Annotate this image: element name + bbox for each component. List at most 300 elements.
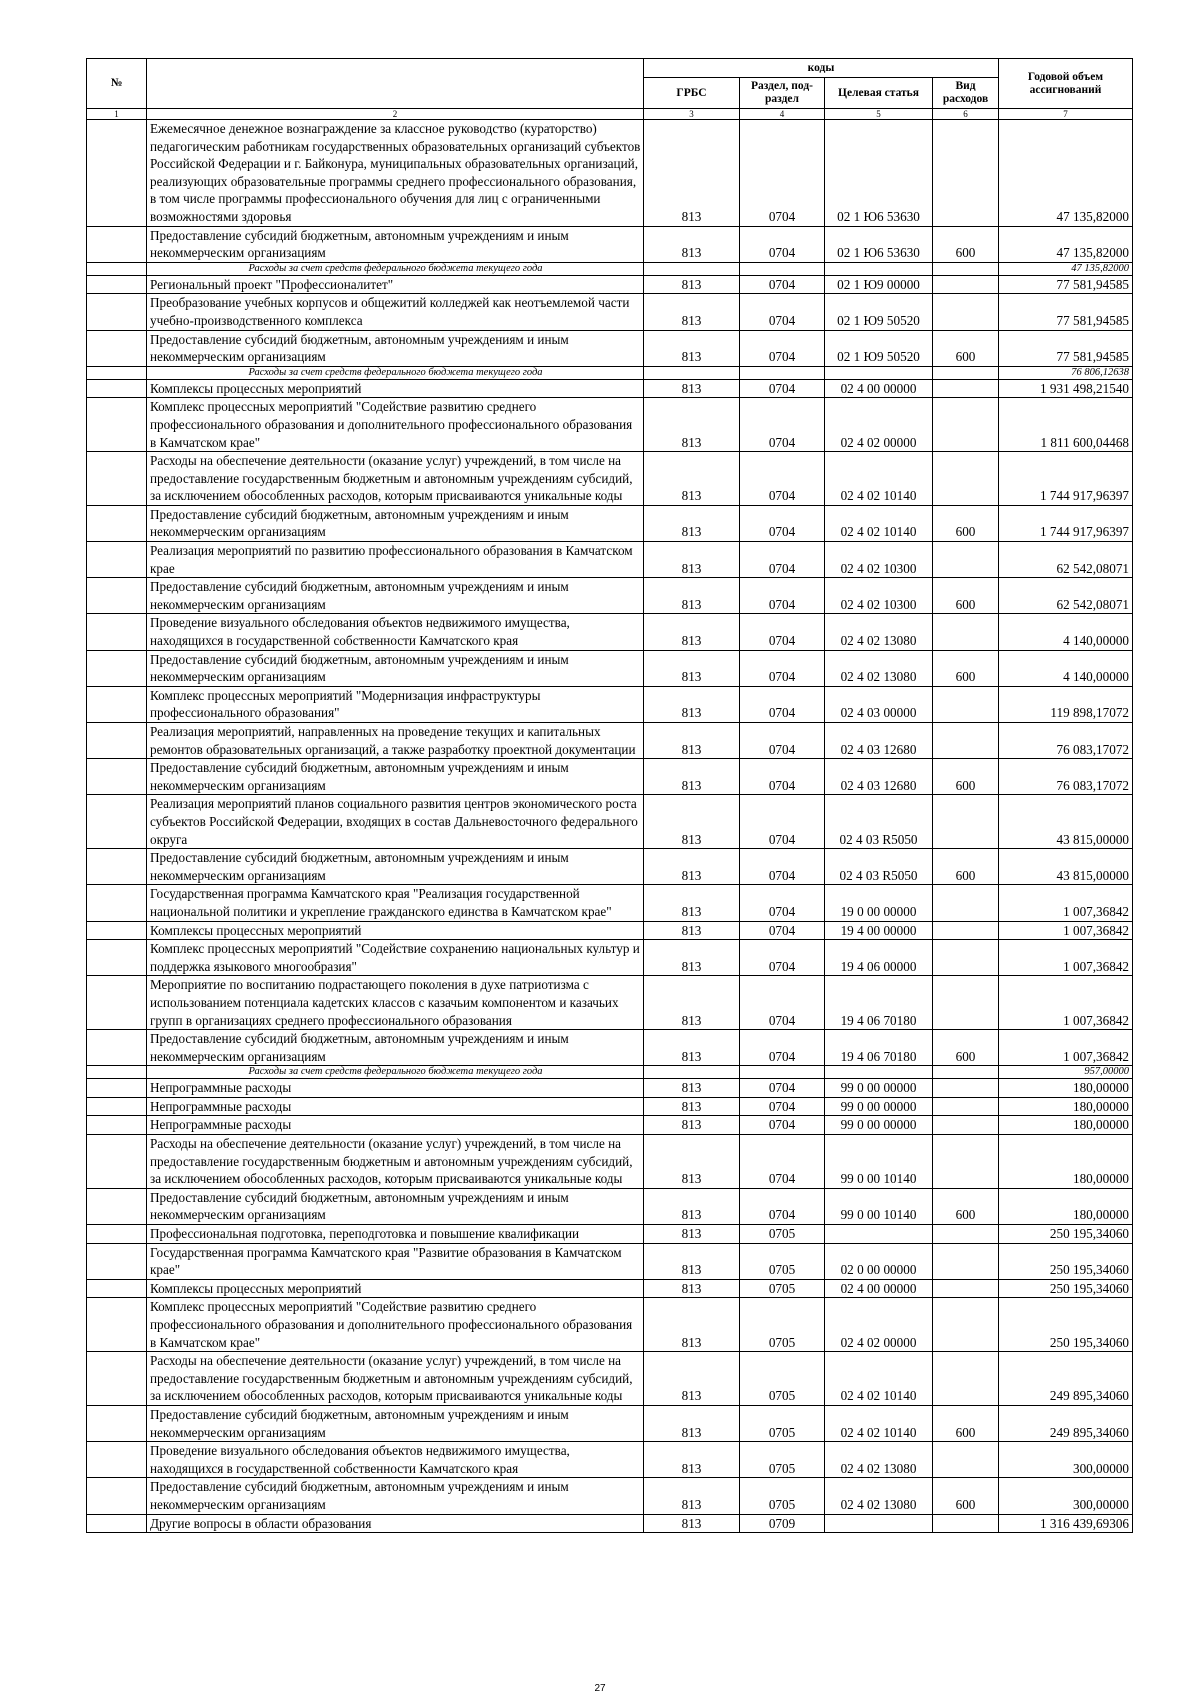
table-row: [87, 120, 1133, 227]
cell-name: Расходы за счет средств федерального бюджета текущего года: [147, 1066, 644, 1079]
cell-grbs: 813: [644, 849, 740, 885]
col-number-7: 7: [999, 109, 1133, 120]
cell-name: Реализация мероприятий по развитию профессионального образования в Камчатском крае: [147, 542, 644, 578]
table-row: [87, 452, 1133, 506]
cell-sum: 300,00000: [999, 1442, 1133, 1478]
cell-name: Комплекс процессных мероприятий "Содействие развитию среднего профессионального образования и дополнительного профессионального образования в Камчатском крае": [147, 398, 644, 452]
table-row: [87, 1352, 1133, 1406]
cell-name: Реализация мероприятий планов социального развития центров экономического роста субъектов Российской Федерации, входящих в состав Дальневосточного федерального округа: [147, 795, 644, 849]
cell-num: [87, 1442, 147, 1478]
federal-note-row: [87, 1066, 1133, 1079]
cell-sum: 1 007,36842: [999, 921, 1133, 940]
cell-name: Государственная программа Камчатского края "Развитие образования в Камчатском крае": [147, 1243, 644, 1279]
cell-sum: 300,00000: [999, 1478, 1133, 1514]
cell-num: [87, 686, 147, 722]
cell-grbs: 813: [644, 1243, 740, 1279]
cell-sum: 43 815,00000: [999, 849, 1133, 885]
cell-vid: [933, 542, 999, 578]
cell-num: [87, 1097, 147, 1116]
cell-num: [87, 1135, 147, 1189]
cell-name: Проведение визуального обследования объектов недвижимого имущества, находящихся в государственной собственности Камчатского края: [147, 614, 644, 650]
cell-sum: 47 135,82000: [999, 262, 1133, 275]
cell-grbs: 813: [644, 976, 740, 1030]
cell-razdel: 0704: [740, 650, 825, 686]
cell-vid: [933, 294, 999, 330]
cell-razdel: 0704: [740, 1030, 825, 1066]
cell-sum: 77 581,94585: [999, 294, 1133, 330]
cell-sum: 76 806,12638: [999, 366, 1133, 379]
cell-name: Другие вопросы в области образования: [147, 1514, 644, 1533]
table-row: [87, 849, 1133, 885]
cell-razdel: 0704: [740, 1135, 825, 1189]
cell-tsel: 02 0 00 00000: [825, 1243, 933, 1279]
cell-num: [87, 542, 147, 578]
table-row: [87, 294, 1133, 330]
cell-grbs: 813: [644, 226, 740, 262]
cell-tsel: 99 0 00 10140: [825, 1135, 933, 1189]
cell-vid: 600: [933, 1188, 999, 1224]
cell-grbs: 813: [644, 1225, 740, 1244]
cell-name: Расходы за счет средств федерального бюджета текущего года: [147, 366, 644, 379]
cell-sum: 250 195,34060: [999, 1279, 1133, 1298]
table-row: [87, 614, 1133, 650]
cell-razdel: 0704: [740, 1188, 825, 1224]
cell-sum: 1 744 917,96397: [999, 452, 1133, 506]
cell-vid: [933, 686, 999, 722]
table-row: [87, 398, 1133, 452]
cell-grbs: 813: [644, 398, 740, 452]
cell-tsel: [825, 1066, 933, 1079]
cell-tsel: 99 0 00 00000: [825, 1097, 933, 1116]
cell-razdel: 0704: [740, 120, 825, 227]
cell-tsel: 02 4 03 R5050: [825, 849, 933, 885]
cell-vid: [933, 1225, 999, 1244]
table-row: [87, 1079, 1133, 1098]
col-number-5: 5: [825, 109, 933, 120]
cell-name: Профессиональная подготовка, переподготовка и повышение квалификации: [147, 1225, 644, 1244]
cell-sum: 1 744 917,96397: [999, 505, 1133, 541]
table-row: [87, 795, 1133, 849]
cell-vid: [933, 1298, 999, 1352]
cell-grbs: 813: [644, 921, 740, 940]
cell-vid: [933, 452, 999, 506]
cell-vid: [933, 976, 999, 1030]
cell-grbs: 813: [644, 294, 740, 330]
cell-name: Предоставление субсидий бюджетным, автономным учреждениям и иным некоммерческим организациям: [147, 1478, 644, 1514]
cell-sum: 119 898,17072: [999, 686, 1133, 722]
cell-tsel: [825, 1225, 933, 1244]
cell-grbs: 813: [644, 1030, 740, 1066]
cell-num: [87, 262, 147, 275]
cell-vid: [933, 1514, 999, 1533]
cell-razdel: 0704: [740, 226, 825, 262]
cell-tsel: 02 4 02 13080: [825, 1442, 933, 1478]
table-row: [87, 940, 1133, 976]
cell-num: [87, 366, 147, 379]
cell-grbs: 813: [644, 542, 740, 578]
cell-num: [87, 976, 147, 1030]
cell-razdel: 0705: [740, 1442, 825, 1478]
cell-vid: [933, 1135, 999, 1189]
cell-name: Непрограммные расходы: [147, 1079, 644, 1098]
cell-sum: 47 135,82000: [999, 226, 1133, 262]
cell-name: Непрограммные расходы: [147, 1097, 644, 1116]
cell-num: [87, 379, 147, 398]
cell-tsel: 02 4 02 00000: [825, 398, 933, 452]
cell-name: Комплексы процессных мероприятий: [147, 379, 644, 398]
cell-num: [87, 650, 147, 686]
cell-razdel: 0705: [740, 1298, 825, 1352]
cell-num: [87, 1478, 147, 1514]
cell-tsel: [825, 262, 933, 275]
cell-num: [87, 452, 147, 506]
cell-grbs: 813: [644, 120, 740, 227]
cell-num: [87, 921, 147, 940]
table-row: [87, 1442, 1133, 1478]
cell-name: Комплексы процессных мероприятий: [147, 921, 644, 940]
cell-num: [87, 1243, 147, 1279]
cell-num: [87, 275, 147, 294]
cell-grbs: 813: [644, 1188, 740, 1224]
cell-grbs: 813: [644, 1097, 740, 1116]
cell-num: [87, 1352, 147, 1406]
cell-razdel: 0704: [740, 686, 825, 722]
cell-vid: [933, 398, 999, 452]
cell-tsel: 02 4 02 13080: [825, 650, 933, 686]
cell-razdel: 0704: [740, 1079, 825, 1098]
table-row: [87, 1188, 1133, 1224]
cell-num: [87, 120, 147, 227]
header-codes: коды: [644, 59, 999, 78]
cell-tsel: 02 4 02 13080: [825, 614, 933, 650]
header-grbs: ГРБС: [644, 78, 740, 109]
table-row: [87, 650, 1133, 686]
cell-sum: 250 195,34060: [999, 1243, 1133, 1279]
cell-num: [87, 505, 147, 541]
cell-tsel: [825, 1514, 933, 1533]
cell-sum: 77 581,94585: [999, 275, 1133, 294]
cell-num: [87, 1225, 147, 1244]
cell-vid: [933, 1116, 999, 1135]
cell-num: [87, 795, 147, 849]
cell-sum: 1 007,36842: [999, 1030, 1133, 1066]
cell-name: Комплекс процессных мероприятий "Содействие сохранению национальных культур и поддержка языкового многообразия": [147, 940, 644, 976]
cell-vid: [933, 940, 999, 976]
cell-razdel: 0704: [740, 759, 825, 795]
table-row: [87, 759, 1133, 795]
cell-vid: 600: [933, 505, 999, 541]
table-row: [87, 921, 1133, 940]
cell-razdel: 0705: [740, 1225, 825, 1244]
cell-razdel: 0704: [740, 849, 825, 885]
cell-sum: 4 140,00000: [999, 650, 1133, 686]
page-number: 27: [594, 1683, 606, 1694]
cell-sum: 1 007,36842: [999, 940, 1133, 976]
cell-vid: 600: [933, 759, 999, 795]
cell-sum: 1 007,36842: [999, 885, 1133, 921]
budget-table: [86, 58, 1133, 1533]
table-row: [87, 1405, 1133, 1441]
cell-sum: 62 542,08071: [999, 578, 1133, 614]
cell-tsel: 02 4 03 00000: [825, 686, 933, 722]
cell-tsel: 02 4 02 10140: [825, 505, 933, 541]
cell-name: Мероприятие по воспитанию подрастающего поколения в духе патриотизма с использованием потенциала кадетских классов с казачьим компонентом и казачьих групп в организациях среднего профессионального образования: [147, 976, 644, 1030]
table-row: [87, 976, 1133, 1030]
cell-sum: 249 895,34060: [999, 1405, 1133, 1441]
cell-razdel: 0704: [740, 976, 825, 1030]
cell-tsel: 19 4 06 70180: [825, 976, 933, 1030]
cell-razdel: 0704: [740, 379, 825, 398]
cell-num: [87, 1116, 147, 1135]
cell-razdel: 0704: [740, 452, 825, 506]
cell-grbs: 813: [644, 1298, 740, 1352]
cell-name: Предоставление субсидий бюджетным, автономным учреждениям и иным некоммерческим организациям: [147, 650, 644, 686]
cell-grbs: 813: [644, 940, 740, 976]
cell-grbs: 813: [644, 1079, 740, 1098]
cell-num: [87, 1405, 147, 1441]
cell-name: Реализация мероприятий, направленных на проведение текущих и капитальных ремонтов образовательных организаций, а также разработку проектной документации: [147, 723, 644, 759]
cell-tsel: 19 4 06 00000: [825, 940, 933, 976]
cell-tsel: 99 0 00 00000: [825, 1079, 933, 1098]
cell-grbs: 813: [644, 1405, 740, 1441]
cell-vid: 600: [933, 849, 999, 885]
cell-num: [87, 1279, 147, 1298]
cell-tsel: 02 4 02 10140: [825, 452, 933, 506]
cell-grbs: 813: [644, 1478, 740, 1514]
cell-num: [87, 226, 147, 262]
cell-grbs: 813: [644, 1442, 740, 1478]
cell-name: Проведение визуального обследования объектов недвижимого имущества, находящихся в государственной собственности Камчатского края: [147, 1442, 644, 1478]
cell-vid: 600: [933, 330, 999, 366]
cell-vid: 600: [933, 650, 999, 686]
cell-sum: 47 135,82000: [999, 120, 1133, 227]
cell-sum: 180,00000: [999, 1135, 1133, 1189]
cell-sum: 250 195,34060: [999, 1225, 1133, 1244]
cell-num: [87, 1030, 147, 1066]
table-row: [87, 1135, 1133, 1189]
table-row: [87, 885, 1133, 921]
table-row: [87, 578, 1133, 614]
cell-name: Предоставление субсидий бюджетным, автономным учреждениям и иным некоммерческим организациям: [147, 330, 644, 366]
cell-vid: [933, 1352, 999, 1406]
cell-razdel: [740, 366, 825, 379]
table-row: [87, 226, 1133, 262]
cell-name: Предоставление субсидий бюджетным, автономным учреждениям и иным некоммерческим организациям: [147, 1030, 644, 1066]
table-row: [87, 275, 1133, 294]
cell-tsel: 02 1 Ю9 50520: [825, 330, 933, 366]
cell-tsel: [825, 366, 933, 379]
col-number-3: 3: [644, 109, 740, 120]
table-row: [87, 1514, 1133, 1533]
cell-razdel: 0704: [740, 578, 825, 614]
cell-vid: [933, 1097, 999, 1116]
cell-name: Комплексы процессных мероприятий: [147, 1279, 644, 1298]
cell-grbs: [644, 366, 740, 379]
cell-vid: [933, 723, 999, 759]
cell-sum: 180,00000: [999, 1116, 1133, 1135]
cell-vid: [933, 1066, 999, 1079]
table-body: [87, 120, 1133, 1533]
cell-num: [87, 940, 147, 976]
cell-sum: 180,00000: [999, 1079, 1133, 1098]
cell-vid: [933, 1279, 999, 1298]
cell-tsel: 02 4 00 00000: [825, 379, 933, 398]
cell-sum: 76 083,17072: [999, 759, 1133, 795]
cell-grbs: 813: [644, 1514, 740, 1533]
table-row: [87, 1298, 1133, 1352]
cell-razdel: 0705: [740, 1279, 825, 1298]
header-sum: Годовой объем ассигнований: [999, 59, 1133, 109]
cell-num: [87, 723, 147, 759]
cell-name: Предоставление субсидий бюджетным, автономным учреждениям и иным некоммерческим организациям: [147, 505, 644, 541]
header-razdel: Раздел, под-раздел: [740, 78, 825, 109]
federal-note-row: [87, 366, 1133, 379]
cell-name: Предоставление субсидий бюджетным, автономным учреждениям и иным некоммерческим организациям: [147, 1188, 644, 1224]
cell-tsel: 02 4 02 13080: [825, 1478, 933, 1514]
cell-tsel: 02 4 03 R5050: [825, 795, 933, 849]
cell-num: [87, 1079, 147, 1098]
cell-tsel: 02 4 00 00000: [825, 1279, 933, 1298]
cell-vid: [933, 1442, 999, 1478]
col-number-6: 6: [933, 109, 999, 120]
cell-num: [87, 614, 147, 650]
table-row: [87, 330, 1133, 366]
table-header: [87, 59, 1133, 120]
cell-grbs: 813: [644, 723, 740, 759]
header-tsel: Целевая статья: [825, 78, 933, 109]
cell-name: Государственная программа Камчатского края "Реализация государственной национальной политики и укрепление гражданского единства в Камчатском крае": [147, 885, 644, 921]
cell-vid: [933, 795, 999, 849]
cell-razdel: 0704: [740, 723, 825, 759]
cell-grbs: 813: [644, 1279, 740, 1298]
cell-grbs: 813: [644, 1116, 740, 1135]
cell-vid: 600: [933, 1478, 999, 1514]
cell-sum: 77 581,94585: [999, 330, 1133, 366]
cell-grbs: 813: [644, 379, 740, 398]
cell-vid: [933, 921, 999, 940]
cell-name: Непрограммные расходы: [147, 1116, 644, 1135]
cell-tsel: 19 0 00 00000: [825, 885, 933, 921]
cell-grbs: [644, 262, 740, 275]
cell-sum: 43 815,00000: [999, 795, 1133, 849]
cell-tsel: 19 4 00 00000: [825, 921, 933, 940]
header-name: [147, 59, 644, 109]
cell-sum: 180,00000: [999, 1097, 1133, 1116]
cell-tsel: 99 0 00 10140: [825, 1188, 933, 1224]
cell-name: Ежемесячное денежное вознаграждение за классное руководство (кураторство) педагогическим работникам государственных образовательных организаций субъектов Российской Федерации и г. Байконура, муниципальных образовательных организаций, реализующих образовательные программы среднего профессионального образования, в том числе программы профессионального обучения для лиц с ограниченными возможностями здоровья: [147, 120, 644, 227]
table-row: [87, 1097, 1133, 1116]
cell-num: [87, 294, 147, 330]
table-row: [87, 1225, 1133, 1244]
cell-sum: 4 140,00000: [999, 614, 1133, 650]
cell-vid: [933, 366, 999, 379]
cell-grbs: 813: [644, 578, 740, 614]
cell-num: [87, 1298, 147, 1352]
cell-name: Расходы на обеспечение деятельности (оказание услуг) учреждений, в том числе на предоставление государственным бюджетным и автономным учреждениям субсидий, за исключением обособленных расходов, которым присваиваются уникальные коды: [147, 1135, 644, 1189]
cell-name: Преобразование учебных корпусов и общежитий колледжей как неотъемлемой части учебно-производственного комплекса: [147, 294, 644, 330]
col-number-4: 4: [740, 109, 825, 120]
cell-grbs: 813: [644, 759, 740, 795]
cell-name: Предоставление субсидий бюджетным, автономным учреждениям и иным некоммерческим организациям: [147, 849, 644, 885]
cell-sum: 1 007,36842: [999, 976, 1133, 1030]
cell-grbs: 813: [644, 885, 740, 921]
cell-name: Предоставление субсидий бюджетным, автономным учреждениям и иным некоммерческим организациям: [147, 759, 644, 795]
cell-sum: 180,00000: [999, 1188, 1133, 1224]
cell-grbs: 813: [644, 275, 740, 294]
cell-vid: 600: [933, 226, 999, 262]
header-num: №: [87, 59, 147, 109]
cell-razdel: 0704: [740, 1116, 825, 1135]
cell-razdel: 0704: [740, 398, 825, 452]
cell-razdel: 0704: [740, 795, 825, 849]
table-row: [87, 542, 1133, 578]
cell-razdel: 0704: [740, 275, 825, 294]
cell-tsel: 02 4 02 10300: [825, 542, 933, 578]
cell-razdel: 0709: [740, 1514, 825, 1533]
cell-name: Региональный проект "Профессионалитет": [147, 275, 644, 294]
cell-vid: 600: [933, 578, 999, 614]
cell-sum: 1 316 439,69306: [999, 1514, 1133, 1533]
cell-name: Расходы на обеспечение деятельности (оказание услуг) учреждений, в том числе на предоставление государственным бюджетным и автономным учреждениям субсидий, за исключением обособленных расходов, которым присваиваются уникальные коды: [147, 1352, 644, 1406]
table-row: [87, 1243, 1133, 1279]
cell-tsel: 02 4 02 10300: [825, 578, 933, 614]
cell-vid: [933, 262, 999, 275]
cell-razdel: 0704: [740, 614, 825, 650]
cell-num: [87, 885, 147, 921]
cell-tsel: 02 4 02 10140: [825, 1405, 933, 1441]
cell-razdel: 0704: [740, 940, 825, 976]
cell-sum: 76 083,17072: [999, 723, 1133, 759]
cell-grbs: 813: [644, 1135, 740, 1189]
table-row: [87, 723, 1133, 759]
cell-razdel: 0704: [740, 505, 825, 541]
cell-sum: 62 542,08071: [999, 542, 1133, 578]
cell-vid: [933, 885, 999, 921]
cell-grbs: 813: [644, 686, 740, 722]
cell-grbs: 813: [644, 1352, 740, 1406]
cell-vid: [933, 275, 999, 294]
cell-grbs: 813: [644, 614, 740, 650]
cell-num: [87, 578, 147, 614]
cell-razdel: 0704: [740, 885, 825, 921]
cell-grbs: 813: [644, 795, 740, 849]
cell-vid: [933, 1243, 999, 1279]
cell-name: Расходы за счет средств федерального бюджета текущего года: [147, 262, 644, 275]
cell-sum: 1 811 600,04468: [999, 398, 1133, 452]
cell-vid: [933, 614, 999, 650]
cell-razdel: 0704: [740, 1097, 825, 1116]
col-number-1: 1: [87, 109, 147, 120]
table-row: [87, 1279, 1133, 1298]
cell-vid: [933, 379, 999, 398]
table-row: [87, 1116, 1133, 1135]
table-row: [87, 379, 1133, 398]
cell-tsel: 02 4 02 00000: [825, 1298, 933, 1352]
cell-tsel: 02 4 02 10140: [825, 1352, 933, 1406]
cell-tsel: 02 1 Ю6 53630: [825, 120, 933, 227]
cell-tsel: 02 4 03 12680: [825, 759, 933, 795]
cell-tsel: 02 1 Ю9 00000: [825, 275, 933, 294]
cell-num: [87, 398, 147, 452]
cell-sum: 957,00000: [999, 1066, 1133, 1079]
cell-vid: [933, 1079, 999, 1098]
cell-tsel: 99 0 00 00000: [825, 1116, 933, 1135]
header-vid: Вид расходов: [933, 78, 999, 109]
cell-grbs: [644, 1066, 740, 1079]
federal-note-row: [87, 262, 1133, 275]
cell-vid: [933, 120, 999, 227]
cell-tsel: 02 1 Ю9 50520: [825, 294, 933, 330]
